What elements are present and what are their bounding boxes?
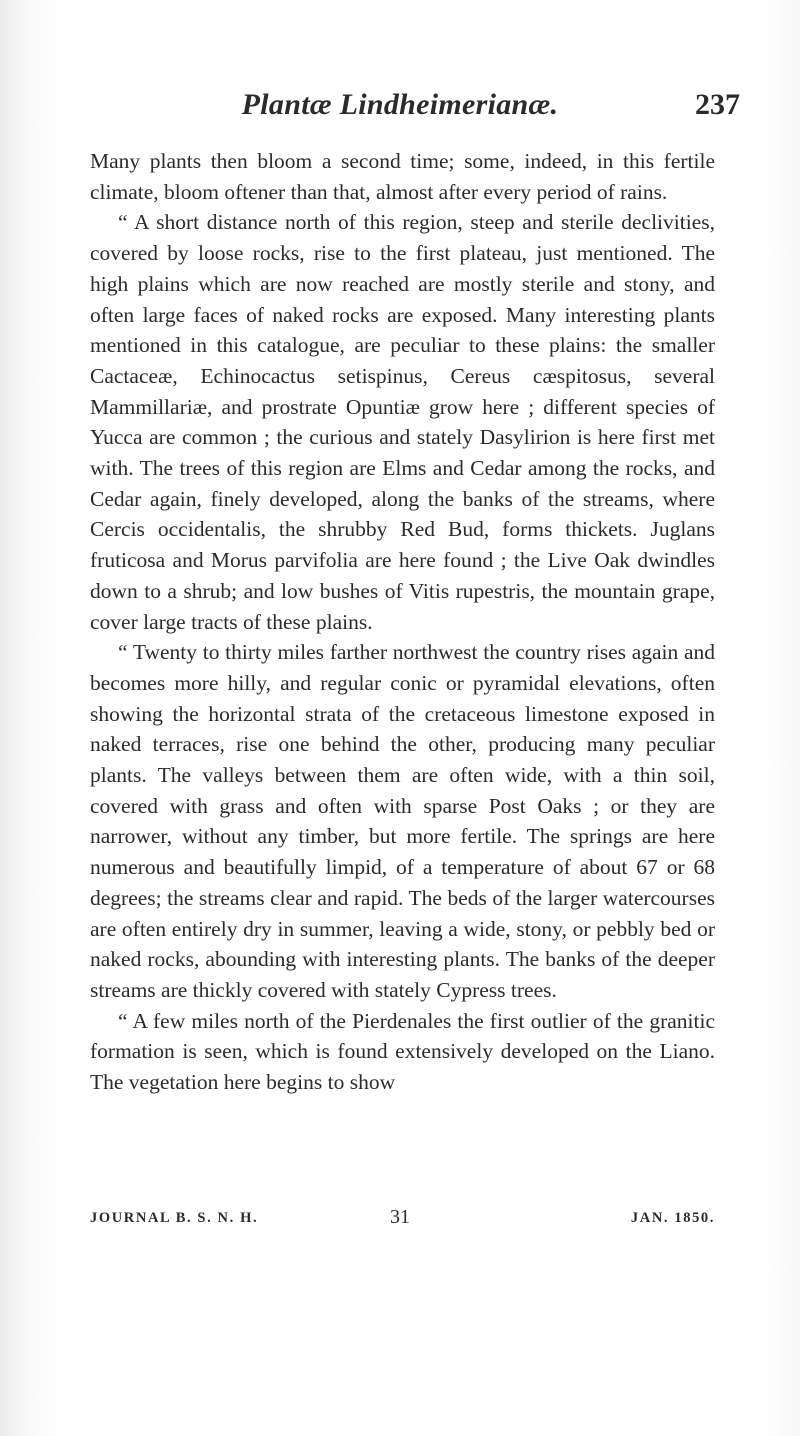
paragraph: Many plants then bloom a second time; some, indeed, in this fertile climate, bloom oftener than that, almost after every period of rains. xyxy=(90,149,715,204)
page-footer xyxy=(90,1208,715,1232)
body-text xyxy=(90,146,715,1098)
running-title: Plantæ Lindheimerianæ. xyxy=(241,88,559,121)
page-number: 237 xyxy=(695,88,740,121)
running-header xyxy=(60,88,740,132)
footer-journal: JOURNAL B. S. N. H. xyxy=(90,1210,259,1226)
paragraph: “ A short distance north of this region, steep and sterile declivities, covered by loose rocks, rise to the first plateau, just mentioned. The high plains which are now reached are mostly sterile and stony, and often large faces of naked rocks are exposed. Many interesting plants mentioned in this catalogue, are peculiar to these plains: the smaller Cactaceæ, Echinocactus setispinus, Cereus cæspitosus, several Mammillariæ, and prostrate Opuntiæ grow here ; different species of Yucca are common ; the curious and stately Dasylirion is here first met with. The trees of this region are Elms and Cedar among the rocks, and Cedar again, finely developed, along the banks of the streams, where Cercis occidentalis, the shrubby Red Bud, forms thickets. Juglans fruticosa and Morus parvifolia are here found ; the Live Oak dwindles down to a shrub; and low bushes of Vitis rupestris, the mountain grape, cover large tracts of these plains. xyxy=(90,210,715,634)
paragraph: “ A few miles north of the Pierdenales the first outlier of the granitic formation is seen, which is found extensively developed on the Liano. The vegetation here begins to show xyxy=(90,1008,715,1095)
paragraph: “ Twenty to thirty miles farther northwest the country rises again and becomes more hilly, and regular conic or pyramidal elevations, often showing the horizontal strata of the cretaceous limestone exposed in naked terraces, rise one behind the other, producing many peculiar plants. The valleys between them are often wide, with a thin soil, covered with grass and often with sparse Post Oaks ; or they are narrower, without any timber, but more fertile. The springs are here numerous and beautifully limpid, of a temperature of about 67 or 68 degrees; the streams clear and rapid. The beds of the larger watercourses are often entirely dry in summer, leaving a wide, stony, or pebbly bed or naked rocks, abounding with interesting plants. The banks of the deeper streams are thickly covered with stately Cypress trees. xyxy=(90,640,715,1002)
footer-date: JAN. 1850. xyxy=(630,1210,715,1226)
footer-signature: 31 xyxy=(390,1206,410,1228)
